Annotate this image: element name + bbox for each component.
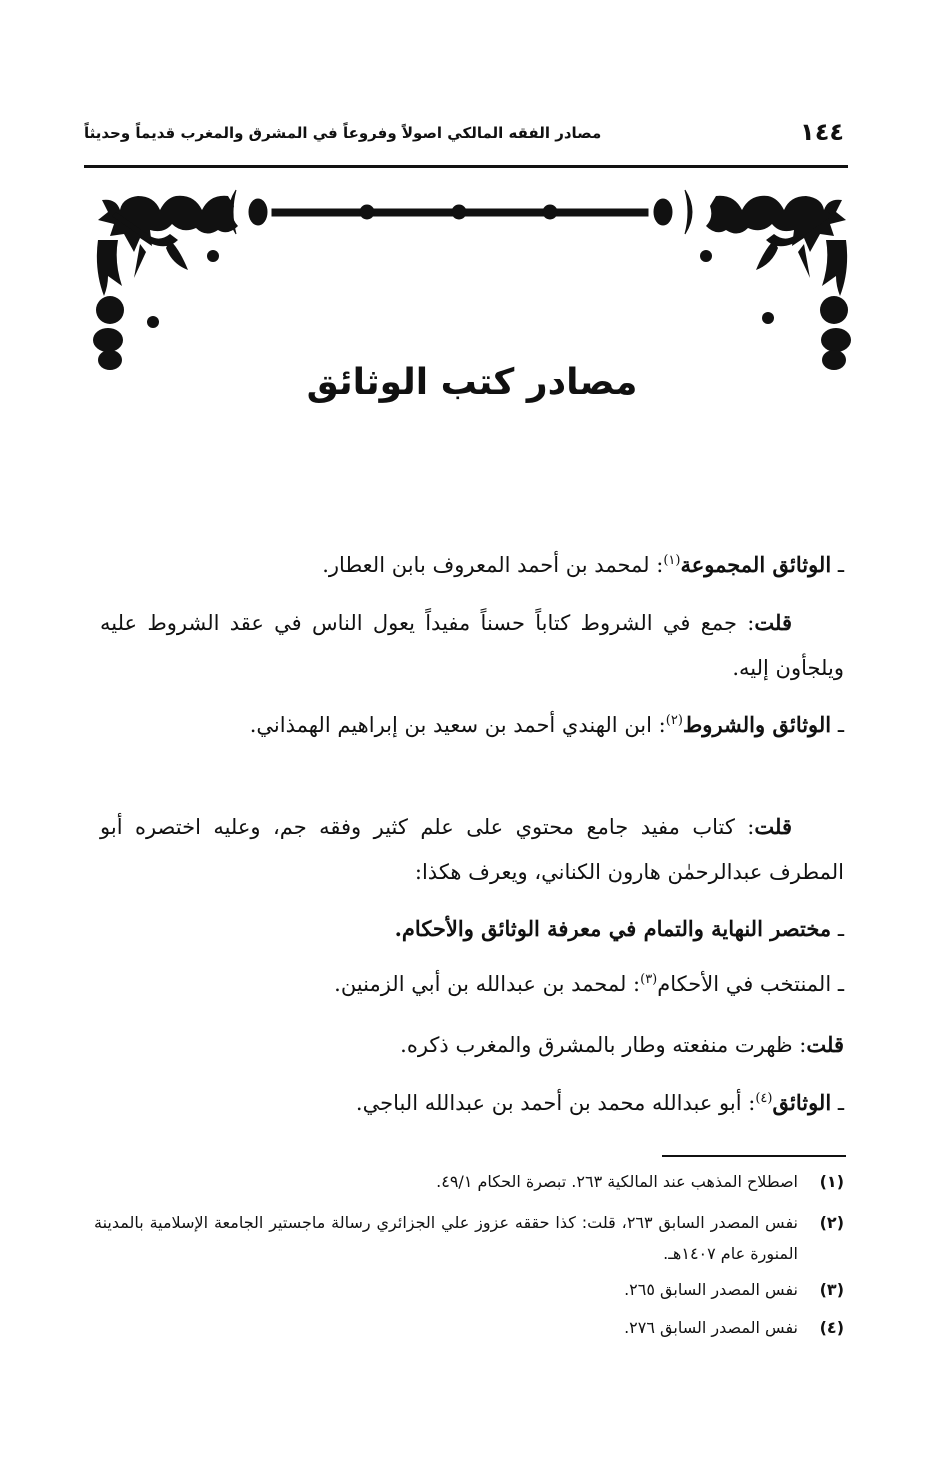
entry-title: المنتخب في الأحكام: [657, 972, 832, 996]
footnote-2: [94, 1207, 844, 1269]
entry-wathaiq-baji: [100, 1080, 844, 1126]
entry-term: الوثائق: [772, 1090, 832, 1115]
entry-mukhtasar-nihaya: [100, 906, 844, 952]
entry-muntakhab: [100, 962, 844, 1007]
entry-term: الوثائق والشروط: [682, 712, 832, 737]
footnote-ref[interactable]: (٤): [755, 1091, 773, 1106]
footnote-text: نفس المصدر السابق ٢٦٥.: [624, 1280, 798, 1299]
entry-wathaiq-majmua: [100, 542, 844, 588]
entry-dash: ـ: [837, 972, 844, 996]
entry-text: : لمحمد بن عبدالله بن أبي الزمنين.: [334, 972, 641, 996]
footnote-1: [94, 1166, 844, 1197]
footnote-number: (٤): [819, 1318, 844, 1337]
entry-term: قلت: [806, 1032, 844, 1057]
footnote-4: [94, 1312, 844, 1343]
note-qultu-1: [100, 600, 844, 691]
ornamental-frame: [0, 0, 944, 380]
chapter-title: مصادر كتب الوثائق: [306, 362, 638, 403]
note-qultu-2: [100, 804, 844, 895]
footnote-ref[interactable]: (٢): [665, 713, 683, 728]
entry-text: : أبو عبدالله محمد بن أحمد بن عبدالله الباجي.: [355, 1091, 756, 1115]
footnote-text: اصطلاح المذهب عند المالكية ٢٦٣. تبصرة الحكام ٤٩/١.: [436, 1172, 798, 1191]
entry-text: : جمع في الشروط كتاباً حسناً مفيداً يعول الناس في عقد الشروط عليه ويلجأون إليه.: [100, 611, 844, 680]
entry-wathaiq-shurut: [100, 702, 844, 748]
footnote-3: [94, 1274, 844, 1305]
entry-text: : ظهرت منفعته وطار بالمشرق والمغرب ذكره.: [400, 1033, 807, 1057]
entry-text: : ابن الهندي أحمد بن سعيد بن إبراهيم الهمذاني.: [249, 713, 666, 737]
footnote-number: (١): [819, 1172, 844, 1191]
ornament-right-corner: [700, 196, 851, 370]
footnote-number: (٣): [819, 1280, 844, 1299]
footnote-number: (٢): [819, 1213, 844, 1232]
entry-dash: ـ: [837, 917, 844, 941]
ornament-center-rule: [229, 190, 692, 234]
entry-term: الوثائق المجموعة: [680, 552, 832, 577]
footnote-text: نفس المصدر السابق ٢٦٣، قلت: كذا حققه عزوز علي الجزائري رسالة ماجستير الجامعة الإسلامية بالمدينة المنورة عام ١٤٠٧هـ.: [94, 1213, 798, 1263]
running-title: مصادر الفقه المالكي اصولاً وفروعاً في المشرق والمغرب قديماً وحديثاً: [84, 124, 602, 142]
note-qultu-3: [100, 1022, 844, 1068]
footnote-ref[interactable]: (٣): [640, 972, 658, 987]
footnote-text: نفس المصدر السابق ٢٧٦.: [624, 1318, 798, 1337]
entry-text: : كتاب مفيد جامع محتوي على علم كثير وفقه جم، وعليه اختصره أبو المطرف عبدالرحمٰن هارون الكناني، ويعرف هكذا:: [100, 815, 844, 884]
entry-dash: ـ: [837, 553, 844, 577]
page-number: ١٤٤: [800, 118, 844, 146]
entry-text: : لمحمد بن أحمد المعروف بابن العطار.: [322, 553, 664, 577]
ornament-left-corner: [93, 196, 238, 370]
entry-term: مختصر النهاية والتمام في معرفة الوثائق والأحكام.: [394, 916, 832, 941]
footnote-rule: [662, 1155, 846, 1157]
entry-term: قلت: [754, 814, 792, 839]
entry-term: قلت: [754, 610, 792, 635]
entry-dash: ـ: [837, 1091, 844, 1115]
entry-dash: ـ: [837, 713, 844, 737]
footnote-ref[interactable]: (١): [663, 553, 681, 568]
